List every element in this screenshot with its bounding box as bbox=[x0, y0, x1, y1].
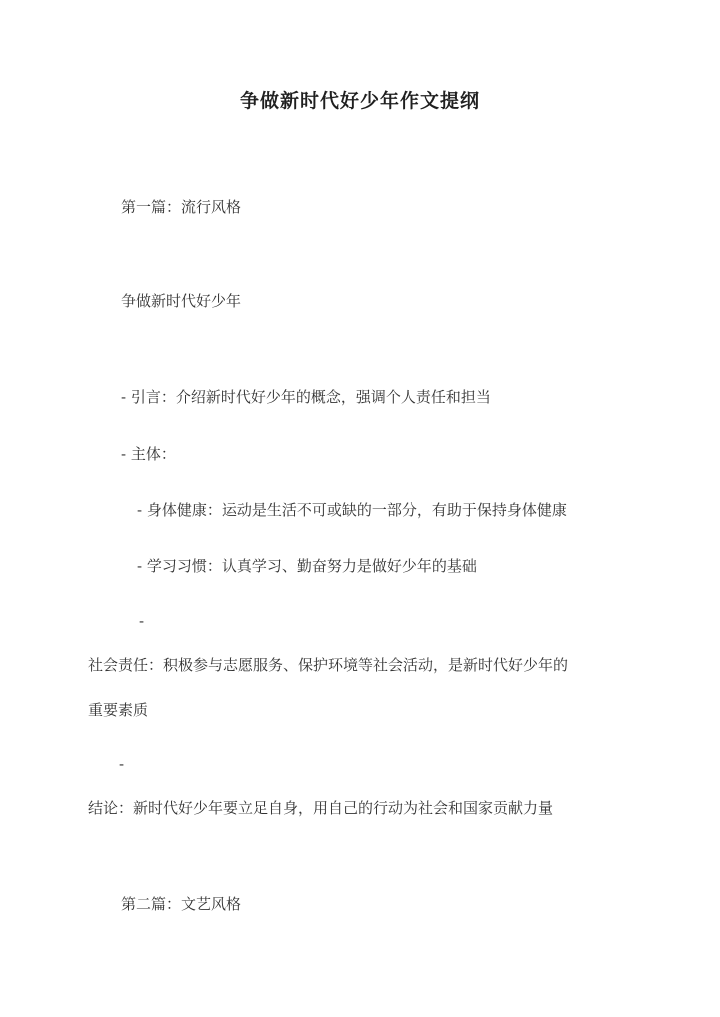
outline-body: - 主体： bbox=[121, 445, 176, 463]
outline-bullet-dash: - bbox=[139, 612, 145, 630]
outline-body-point-health: - 身体健康：运动是生活不可或缺的一部分，有助于保持身体健康 bbox=[137, 501, 567, 519]
outline-body-point-social-line2: 重要素质 bbox=[88, 701, 149, 719]
outline-body-point-study: - 学习习惯：认真学习、勤奋努力是做好少年的基础 bbox=[137, 557, 477, 575]
outline-conclusion: 结论：新时代好少年要立足自身，用自己的行动为社会和国家贡献力量 bbox=[88, 799, 554, 817]
outline-bullet-dash: - bbox=[119, 755, 125, 773]
section-heading-1: 第一篇：流行风格 bbox=[121, 198, 242, 216]
document-title: 争做新时代好少年作文提纲 bbox=[239, 90, 480, 112]
outline-body-point-social-line1: 社会责任：积极参与志愿服务、保护环境等社会活动，是新时代好少年的 bbox=[88, 656, 569, 674]
section-heading-2: 第二篇：文艺风格 bbox=[121, 895, 242, 913]
outline-intro: - 引言：介绍新时代好少年的概念，强调个人责任和担当 bbox=[121, 388, 491, 406]
essay-title: 争做新时代好少年 bbox=[121, 292, 242, 310]
